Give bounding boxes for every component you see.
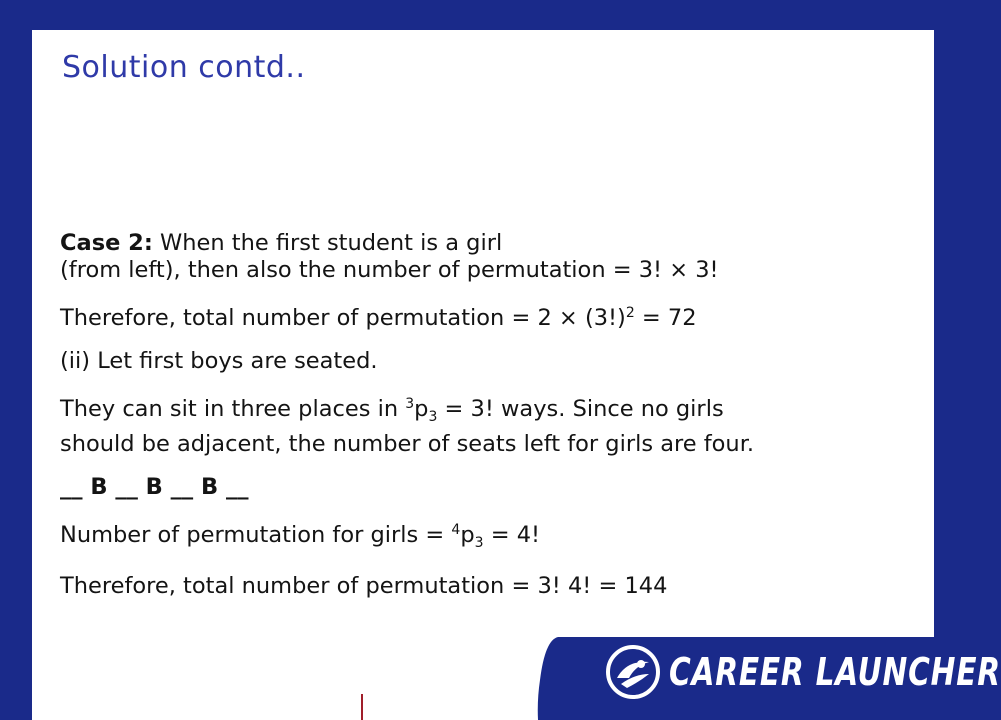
- total-1-result: = 72: [634, 305, 697, 331]
- seat-arrangement: [60, 474, 920, 501]
- boys-suffix: = 3! ways. Since no girls: [437, 396, 724, 422]
- total-permutation-2: Therefore, total number of permutation = 3! 4! = 144: [60, 573, 668, 599]
- career-launcher-swirl-icon: [605, 644, 661, 700]
- boys-prefix: They can sit in three places in: [60, 396, 406, 422]
- accent-line: [361, 694, 363, 720]
- girls-permutation: [60, 517, 920, 557]
- boys-perm-sub: 3: [428, 409, 438, 425]
- girls-suffix: = 4!: [483, 522, 541, 548]
- total-1-exponent: 2: [625, 305, 635, 321]
- solution-body: [60, 230, 920, 616]
- logo-wordmark: CAREER LAUNCHER: [669, 650, 1001, 694]
- case-2-paragraph: [60, 230, 920, 284]
- girls-perm-p: p: [460, 522, 475, 548]
- girls-perm-sub: 3: [474, 535, 484, 551]
- part-ii: (ii) Let first boys are seated.: [60, 348, 378, 374]
- total-permutation-1: [60, 300, 920, 332]
- total-1-prefix: Therefore, total number of permutation = 2 × (3!): [60, 305, 626, 331]
- case-2-line-2: (from left), then also the number of permutation = 3! × 3!: [60, 257, 719, 283]
- slide-title: Solution contd..: [62, 50, 306, 85]
- case-2-text: When the first student is a girl: [152, 230, 503, 256]
- case-2-label: Case 2:: [60, 230, 153, 256]
- boys-paragraph: [60, 391, 920, 458]
- arrangement-text: __ B __ B __ B __: [60, 474, 249, 500]
- girls-prefix: Number of permutation for girls =: [60, 522, 452, 548]
- girls-perm-sup: 4: [451, 522, 461, 538]
- boys-perm-sup: 3: [405, 396, 415, 412]
- boys-line-2: should be adjacent, the number of seats left for girls are four.: [60, 431, 755, 457]
- career-launcher-logo: [605, 644, 1001, 700]
- boys-perm-p: p: [414, 396, 429, 422]
